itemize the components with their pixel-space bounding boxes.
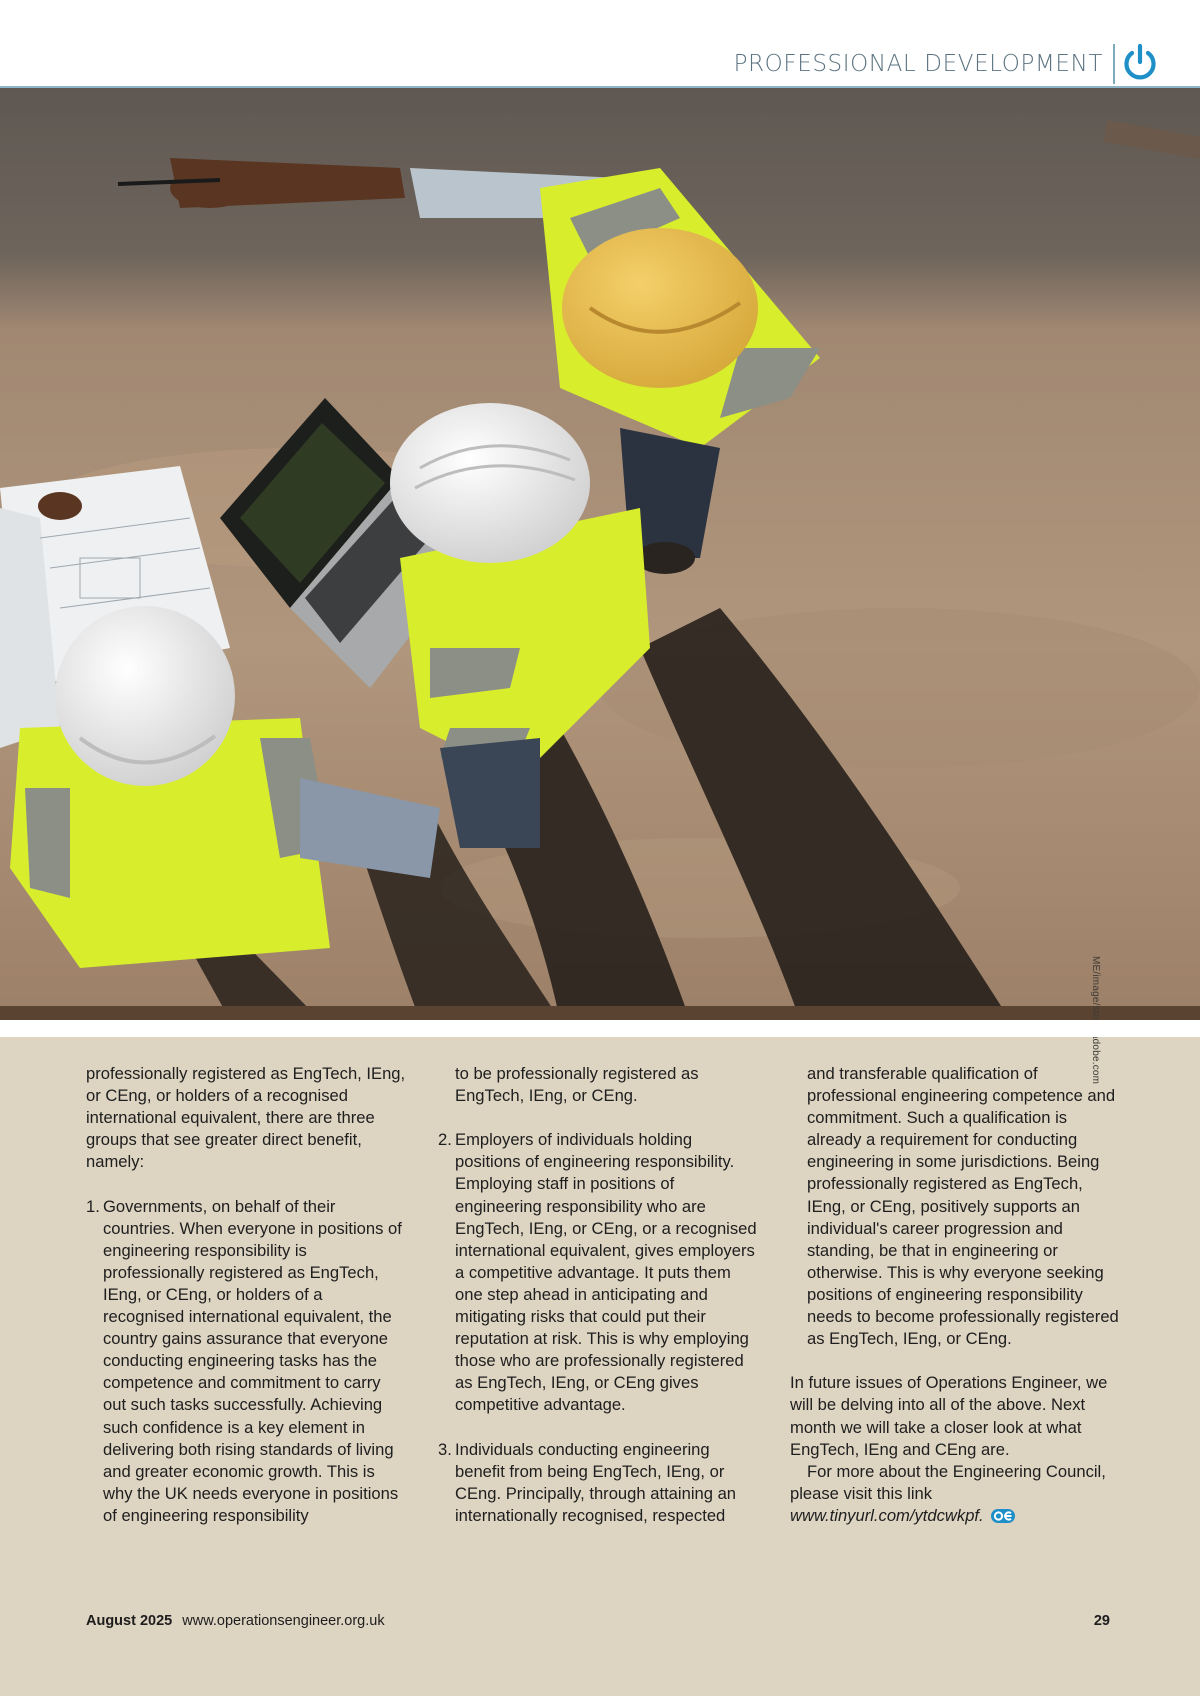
list-item (86, 1196, 406, 1527)
list-number: 3. (438, 1439, 452, 1459)
header-divider (1113, 44, 1115, 84)
article-column-1 (86, 1063, 406, 1527)
oe-logo-icon (991, 1509, 1015, 1523)
more-info-paragraph (790, 1461, 1120, 1527)
closing-paragraph: In future issues of Operations Engineer, we will be delving into all of the above. Next month we will take a closer look at what EngTech, IEng and CEng are. (790, 1373, 1108, 1459)
benefit-list (86, 1196, 406, 1527)
list-item-continuation: to be professionally registered as EngTech, IEng, or CEng. (455, 1064, 699, 1106)
list-number: 1. (86, 1196, 100, 1216)
list-item (438, 1439, 758, 1527)
intro-paragraph: professionally registered as EngTech, IEng, or CEng, or holders of a recognised international equivalent, there are three groups that see greater direct benefit, namely: (86, 1064, 406, 1172)
article-column-2 (438, 1063, 758, 1527)
construction-workers-illustration (0, 88, 1200, 1020)
list-item-text: Individuals conducting engineering benefit from being EngTech, IEng, or CEng. Principally, through attaining an internationally recognised, respected (455, 1439, 737, 1525)
page-footer (86, 1613, 385, 1629)
hero-photo (0, 88, 1200, 1020)
list-item-continuation: and transferable qualification of professional engineering competence and commitment. Such a qualification is already a requirement for conducting engineering in some jurisdictions. Being professionally registered as EngTech, IEng, or CEng, positively supports an individual's career progression and standing, be that in engineering or otherwise. This is why everyone seeking positions of engineering responsibility needs to become professionally registered as EngTech, IEng, or CEng. (807, 1064, 1119, 1349)
section-title: PROFESSIONAL DEVELOPMENT (733, 51, 1103, 77)
list-item (438, 1129, 758, 1416)
list-item-text: Governments, on behalf of their countries. When everyone in positions of engineering responsibility is professionally registered as EngTech, IEng, or CEng, or holders of a recognised international equivalent, the country gains assurance that everyone conducting engineering tasks has the competence and commitment to carry out such tasks successfully. Achieving such confidence is a key element in delivering both rising standards of living and greater economic growth. This is why the UK needs everyone in positions of engineering responsibility (103, 1196, 402, 1525)
list-item-text: Employers of individuals holding positions of engineering responsibility. Employing staff in positions of engineering responsibility who are EngTech, IEng, or CEng, or a recognised international equivalent, gives employers a competitive advantage. It puts them one step ahead in anticipating and mitigating risks that could put their reputation at risk. This is why employing those who are professionally registered as EngTech, IEng, or CEng gives competitive advantage. (455, 1130, 757, 1415)
benefit-list-continued (438, 1129, 758, 1527)
more-info-text: For more about the Engineering Council, please visit this link (790, 1461, 1106, 1503)
list-number: 2. (438, 1130, 452, 1150)
issue-date: August 2025 (86, 1613, 173, 1629)
photo-credit (1090, 956, 1101, 1076)
article-column-3 (790, 1063, 1120, 1527)
page-number: 29 (1093, 1613, 1110, 1629)
page-header (0, 0, 1200, 88)
power-icon (1122, 43, 1158, 81)
engineering-council-link[interactable]: www.tinyurl.com/ytdcwkpf. (790, 1505, 984, 1525)
photo-divider (0, 1020, 1200, 1037)
website-link[interactable]: www.operationsengineer.org.uk (182, 1613, 385, 1629)
